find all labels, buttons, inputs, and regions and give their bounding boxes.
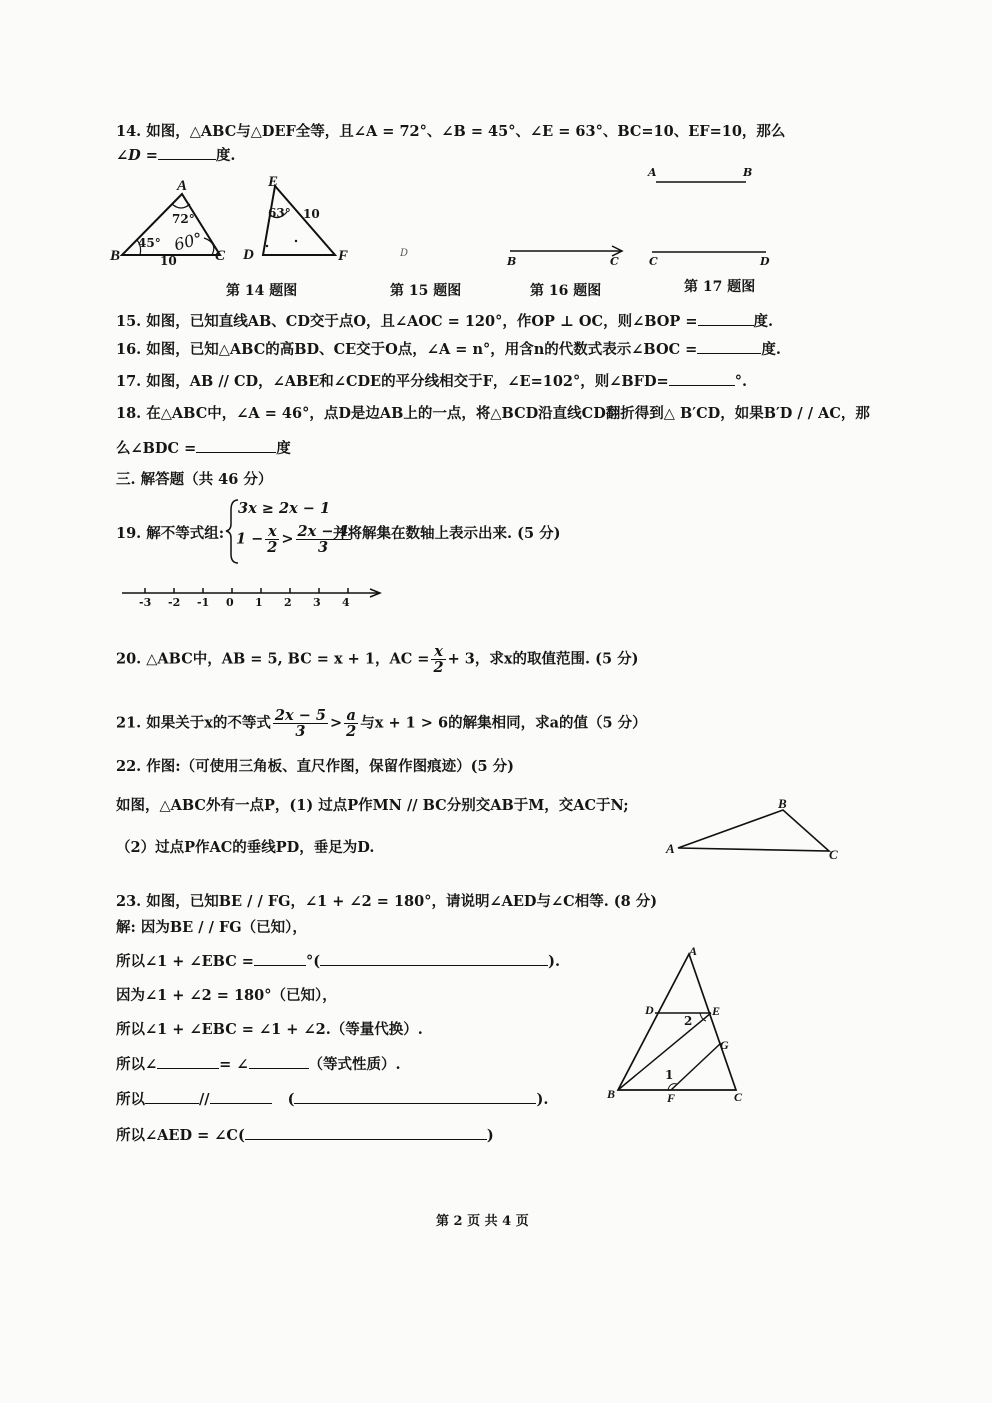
number-line-tick-label: -2: [168, 596, 181, 609]
fig14-angle-63: 63°: [268, 206, 291, 220]
q23-label-g: G: [720, 1038, 729, 1052]
fig17-label-c: C: [649, 255, 658, 268]
fig14-label-f: F: [338, 248, 349, 264]
q19-inequality-1: 3x ≥ 2x − 1: [238, 500, 331, 517]
q23-label-c: C: [734, 1090, 743, 1104]
q23-step5: 所以∠ = ∠ （等式性质）.: [116, 1056, 401, 1073]
q23-step2: 所以∠1 + ∠EBC = °( ).: [116, 953, 560, 970]
q23-label-f: F: [667, 1091, 676, 1105]
q23-step6: 所以 // ( ).: [116, 1091, 549, 1108]
q18-answer-blank[interactable]: [196, 452, 276, 453]
q14-answer-blank[interactable]: [158, 159, 216, 160]
fig14-handwritten-angle: 60°: [172, 228, 205, 255]
number-line-tick-label: 1: [255, 596, 263, 609]
q16-answer-blank[interactable]: [697, 353, 761, 354]
q22-label-a: A: [666, 841, 675, 856]
number-line-tick-label: 2: [284, 596, 292, 609]
section-3-title: 三. 解答题（共 46 分）: [116, 471, 273, 488]
q23-blank-8[interactable]: [245, 1139, 487, 1140]
fig14-label-b: B: [110, 248, 121, 264]
q22-label-b: B: [778, 796, 787, 811]
q23-label-d: D: [645, 1003, 654, 1017]
fig14-label-e: E: [268, 174, 279, 190]
number-line-tick-label: -1: [197, 596, 210, 609]
fig14-angle-45: 45°: [138, 236, 161, 250]
caption-14: 第 14 题图: [226, 283, 298, 299]
q22-label-c: C: [829, 847, 838, 862]
q23-figure: [0, 0, 1, 1]
q15: 15. 如图，已知直线AB、CD交于点O，且∠AOC = 120°，作OP ⊥ OC，则∠BOP = 度.: [116, 313, 774, 330]
fig14-label-d: D: [243, 247, 254, 263]
q23-blank-2[interactable]: [320, 965, 548, 966]
q23-label-a: A: [689, 944, 698, 958]
fig14-side-10: 10: [160, 254, 177, 268]
q23-step7: 所以∠AED = ∠C( ): [116, 1127, 494, 1144]
fig17-label-b: B: [743, 166, 753, 179]
q23-step3: 因为∠1 + ∠2 = 180°（已知），: [116, 987, 337, 1004]
q22-title: 22. 作图:（可使用三角板、直尺作图，保留作图痕迹）(5 分): [116, 758, 514, 775]
number-line-tick-label: 3: [313, 596, 321, 609]
caption-15: 第 15 题图: [390, 283, 462, 299]
q19-label: 19. 解不等式组:: [116, 525, 225, 542]
q23-blank-5[interactable]: [145, 1103, 199, 1104]
q19-inequality-2: 1 − $\frac{x}{2}$ > $\frac{2x - 4}{3}$: [236, 523, 349, 556]
caption-17: 第 17 题图: [684, 279, 756, 295]
q19-tail: 并将解集在数轴上表示出来. (5 分): [333, 525, 561, 542]
q22-line2: （2）过点P作AC的垂线PD，垂足为D.: [116, 839, 375, 856]
q14-line1: 14. 如图，△ABC与△DEF全等，且∠A = 72°、∠B = 45°、∠E = 63°、BC=10、EF=10，那么: [116, 123, 786, 140]
q18-line1: 18. 在△ABC中，∠A = 46°，点D是边AB上的一点，将△BCD沿直线CD翻折得到△ B′CD，如果B′D / / AC，那: [116, 405, 870, 422]
q23-label-e: E: [712, 1004, 721, 1018]
q23-step4: 所以∠1 + ∠EBC = ∠1 + ∠2.（等量代换）.: [116, 1021, 423, 1038]
q23-title: 23. 如图，已知BE / / FG，∠1 + ∠2 = 180°，请说明∠AED与∠C相等. (8 分): [116, 893, 658, 910]
fig17-label-a: A: [648, 166, 657, 179]
number-line-tick-label: 4: [342, 596, 350, 609]
number-line-tick-label: 0: [226, 596, 234, 609]
q20: 20. △ABC中，AB = 5, BC = x + 1，AC = $\frac{x}{2}$ + 3，求x的取值范围. (5 分): [116, 643, 639, 676]
q17: 17. 如图，AB // CD，∠ABE和∠CDE的平分线相交于F，∠E=102°，则∠BFD= °.: [116, 373, 748, 390]
q15-answer-blank[interactable]: [698, 325, 754, 326]
q23-angle-1: 1: [665, 1068, 674, 1082]
q21: 21. 如果关于x的不等式 $\frac{2x - 5}{3}$ > $\frac{a}{2}$ 与x + 1 > 6的解集相同，求a的值（5 分）: [116, 707, 647, 740]
q22-line1: 如图，△ABC外有一点P，(1) 过点P作MN // BC分别交AB于M，交AC于N;: [116, 797, 629, 814]
q23-blank-4[interactable]: [249, 1068, 309, 1069]
caption-16: 第 16 题图: [530, 283, 602, 299]
q23-blank-7[interactable]: [294, 1103, 536, 1104]
q23-blank-3[interactable]: [157, 1068, 219, 1069]
fig14-label-a: A: [177, 178, 188, 194]
q23-angle-2: 2: [684, 1014, 693, 1028]
fig16-label-c: C: [610, 255, 619, 268]
q16: 16. 如图，已知△ABC的高BD、CE交于O点，∠A = n°，用含n的代数式表示∠BOC = 度.: [116, 341, 781, 358]
page-footer: 第 2 页 共 4 页: [436, 1214, 529, 1229]
q23-blank-1[interactable]: [254, 965, 306, 966]
q18-line2: 么∠BDC = 度: [116, 440, 291, 457]
q23-label-b: B: [607, 1087, 616, 1101]
fig17-label-d: D: [760, 255, 770, 268]
q23-step1: 解: 因为BE / / FG（已知），: [116, 919, 307, 936]
fig15-label-d: D: [400, 248, 409, 259]
number-line-tick-label: -3: [139, 596, 152, 609]
fig14-side-ef: 10: [303, 207, 320, 221]
q14-line2: ∠D = 度.: [116, 147, 236, 164]
fig14-label-c: C: [215, 248, 226, 264]
fig14-angle-72: 72°: [172, 212, 195, 226]
q23-blank-6[interactable]: [210, 1103, 272, 1104]
q17-answer-blank[interactable]: [669, 385, 735, 386]
fig16-label-b: B: [507, 255, 517, 268]
